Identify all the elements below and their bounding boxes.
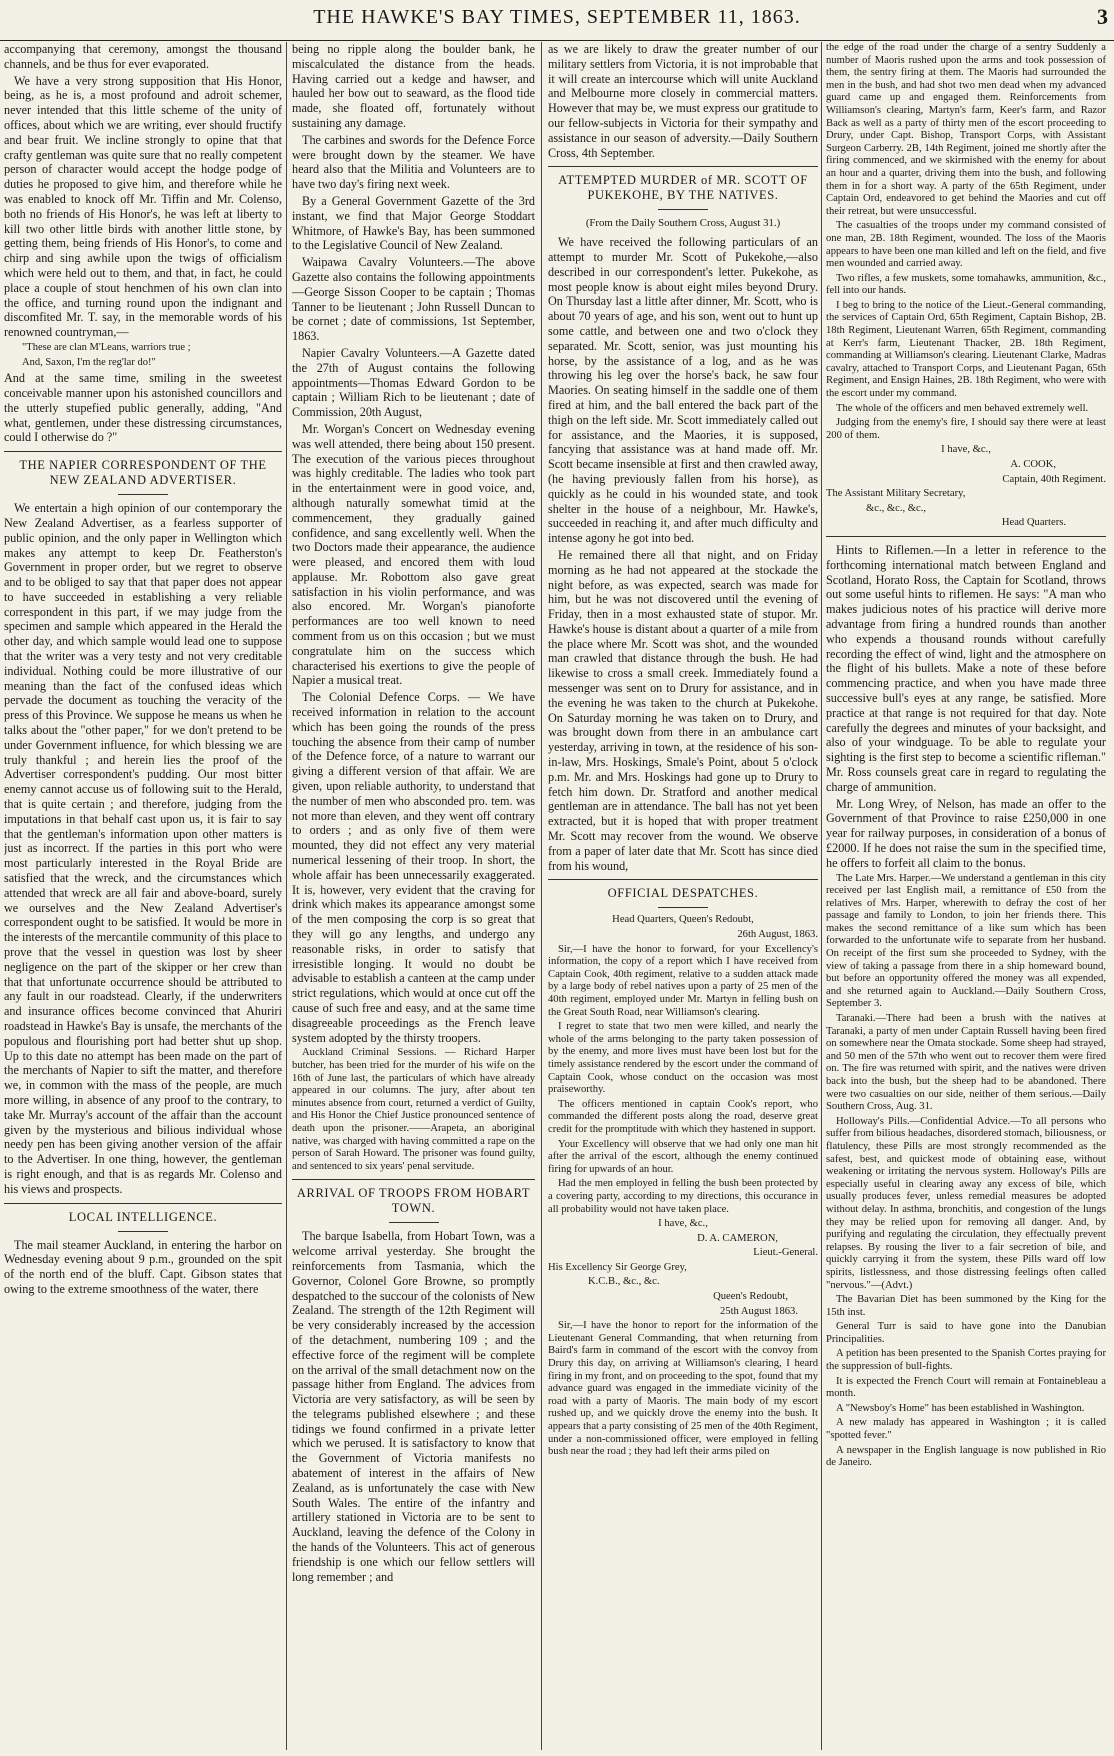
despatch-paragraph: Your Excellency will observe that we had only one man hit after the arrival of the escort, although the enemy continued firing for upwards of an hour. <box>548 1138 818 1175</box>
dateline: Head Quarters, Queen's Redoubt, <box>612 914 754 926</box>
newspaper-title: THE HAWKE'S BAY TIMES, SEPTEMBER 11, 1863. <box>313 6 801 28</box>
despatch-paragraph: Two rifles, a few muskets, some tomahawks, ammunition, &c., fell into our hands. <box>826 272 1106 297</box>
despatch-paragraph: I beg to bring to the notice of the Lieut.-General commanding, the services of Captain Ord, 65th Regiment, Captain Bishop, 2B. 18th Regiment, Lieutenant Warren, 65th Regiment, commanding at Kerr's farm, Lieutenant Thacker, 2B. 18th Regiment, commanding at Williamson's clearing. Lieutenant Clarke, Madras cavalry, attached to Transport Corps, and Lieutenant Pagan, 65th Regiment, and Ensign Haines, 2B. 18th Regiment, who were with the escort under my command. <box>826 299 1106 400</box>
article-heading: ATTEMPTED MURDER of MR. SCOTT OF PUKEKOHE, BY THE NATIVES. <box>558 173 808 203</box>
news-item: A newspaper in the English language is now published in Rio de Janeiro. <box>826 1444 1106 1469</box>
signature-name: D. A. CAMERON, <box>697 1232 778 1244</box>
dateline: 25th August 1863. <box>720 1305 798 1317</box>
verse-line: "These are clan M'Leans, warriors true ; <box>22 341 191 353</box>
news-item: The Bavarian Diet has been summoned by the King for the 15th inst. <box>826 1294 1106 1318</box>
despatch-paragraph: Had the men employed in felling the bush been protected by a covering party, according to my directions, this occurance in all probability would not have taken place. <box>548 1178 818 1215</box>
verse-line: And, Saxon, I'm the reg'lar do!" <box>22 356 156 368</box>
masthead <box>0 0 1114 41</box>
addressee: K.C.B., &c., &c. <box>588 1276 660 1288</box>
news-item: A "Newsboy's Home" has been established in Washington. <box>836 1402 1085 1414</box>
signature-title: Lieut.-General. <box>753 1247 818 1259</box>
section-divider <box>548 879 818 880</box>
column-rule <box>821 42 822 1750</box>
article-paragraph: We have a very strong supposition that His Honor, being, as he is, a most profound and adroit schemer, never intended that this little scheme of the unity of offices, about which we are writing, ever should fructify and bear fruit. We incline strongly to opine that that crafty gentleman was quite sure that no really competent person of character would accept the hodge podge of duties he proposed to give him, and therefore while he was enabled to knock off Mr. Tiffin and Mr. Colenso, both no friends of His Honor's, he was left at liberty to kill two other little birds with another little stone, by getting them, being friends of His Honor's, to come and chirp and sing awhile upon the twigs of officialism which were held out to them, and that, in fact, he could place a couple of stout henchmen of his own clan into the office, and turning round upon the indignant and discomfited Mr. T. say, in the memorable words of his renowned countryman,— <box>4 73 282 340</box>
section-divider <box>548 166 818 167</box>
despatch-paragraph: Judging from the enemy's fire, I should say there were at least 200 of them. <box>826 417 1106 441</box>
short-divider <box>118 494 168 495</box>
article-heading: ARRIVAL OF TROOPS FROM HOBART TOWN. <box>296 1186 531 1216</box>
signature-title: Captain, 40th Regiment. <box>1002 473 1106 485</box>
short-divider <box>658 907 708 908</box>
article-heading: THE NAPIER CORRESPONDENT OF THE NEW ZEALAND ADVERTISER. <box>19 458 267 488</box>
news-paragraph: The Late Mrs. Harper.—We understand a gentleman in this city received per last English mail, a remittance of £50 from the relatives of Mrs. Harper, wherewith to defray the cost of her passage and family to London, to join her friends there. This makes the second remittance of a like sum which has been forwarded to the unfortunate wife to separate from her husband. On receipt of the first sum she proceeded to Sydney, with the view of taking a passage from there in a ship homeward bound, but before an opportunity offered the money was all expended, and she returned again to Auckland.—Daily Southern Cross, September 3. <box>826 872 1106 1010</box>
article-paragraph: The carbines and swords for the Defence Force were brought down by the steamer. We have heard also that the Militia and Volunteers are to have two day's firing next week. <box>292 132 535 192</box>
addressee: The Assistant Military Secretary, <box>826 488 966 500</box>
article-paragraph: He remained there all that night, and on Friday morning as he had not appeared at the stockade the night before, as was expected, search was made for him, but he was not discovered until the evening of Friday, then in a most exhausted state of stupor. Mr. Hawke's house is distant about a quarter of a mile from the place where Mr. Scott was shot, and the wounded man crawled that distance through the bush. He had likewise to cross a small creek. Immediately found a messenger was sent on to Drury for assistance, and in the evening he was taken to the church at Pukekohe. On Saturday morning he was taken on to Drury, and was brought down from there in an ambulance cart yesterday, arriving in town, at the residence of his son-in-law, Mrs. Hoskings, Smale's Point, about 5 o'clock p.m. Mr. and Mrs. Hoskings had gone up to Drury to fetch him down. Dr. Stratford and another medical gentleman are in attendance. The ball has not yet been extracted, but it is hoped that with proper treatment Mr. Scott may recover from the wound. We observe from a paper of later date that Mr. Scott has since died from his wound, <box>548 547 818 873</box>
page-number: 3 <box>1097 4 1108 29</box>
article-paragraph: And at the same time, smiling in the sweetest conceivable manner upon his astonished councillors and the utterly stupefied public generally, adding, "And what, gentlemen, under these distressing circumstances, could I otherwise do ?" <box>4 371 282 445</box>
section-divider <box>826 536 1106 537</box>
despatch-paragraph: Sir,—I have the honor to forward, for your Excellency's information, the copy of a report which I have received from Captain Cook, 40th regiment, relative to a sudden attack made by a large body of rebel natives upon a party of 25 men of the 40th regiment, employed under Mr. Martyn in felling bush on the Great South Road, near Williamson's clearing. <box>548 943 818 1018</box>
article-paragraph: By a General Government Gazette of the 3rd instant, we find that Major George Stoddart Whitmore, of Hawke's Bay, has been summoned to the Legislative Council of New Zealand. <box>292 193 535 253</box>
advertisement-paragraph: Holloway's Pills.—Confidential Advice.—To all persons who suffer from bilious headaches, disordered stomach, biliousness, or flatulency, these Pills are most strongly recommended as the safest, best, and quickest mode of obtaining ease, without weakening or irritating the nervous system. Holloway's Pills are especially useful in clearing away any excess of bile, which usually produces fever, unless remedial measures be adopted without delay. In asthma, bronchitis, and congestion of the lungs they may be relied upon for removing all danger. And, by purifying and regulating the circulation, they effectually prevent relapses. By rousing the liver to a fair secretion of bile, and quickly carrying it from the system, these Pills ward off low spirits, listlessness, and those distressing feelings often called "nervous."—(Advt.) <box>826 1115 1106 1291</box>
dateline: 26th August, 1863. <box>737 929 818 941</box>
addressee: His Excellency Sir George Grey, <box>548 1261 687 1273</box>
section-divider <box>292 1179 535 1180</box>
despatch-paragraph: Sir,—I have the honor to report for the information of the Lieutenant General Commanding, that when returning from Baird's farm in command of the escort with the convoy from Drury this day, on arriving at Williamson's clearing, I heard firing in my front, and on proceeding to the spot, found that my advance guard was engaged in the immediate vicinity of the road with a party of Maoris. The main body of my escort rushed up, and we quickly drove the enemy into the bush. It appears that a party consisting of 25 men of the 40th Regiment, under a non-commissioned officer, were employed in felling bush near the road ; they had left their arms piled on <box>548 1320 818 1458</box>
article-paragraph: Napier Cavalry Volunteers.—A Gazette dated the 27th of August contains the following appointments—Thomas Edward Gordon to be captain ; William Rich to be lieutenant ; date of Commission, 20th August, <box>292 345 535 420</box>
article-paragraph: Auckland Criminal Sessions. — Richard Harper butcher, has been tried for the murder of his wife on the 16th of June last, the particulars of which have already appeared in our columns. The jury, after about ten minutes absence from court, returned a verdict of Guilty, and His Honor the Chief Justice pronounced sentence of death upon the prisoner.——Arapeta, an aboriginal native, was charged with having committed a rape on the person of Sarah Howard. The prisoner was found guilty, and sentenced to six years' penal servitude. <box>292 1047 535 1172</box>
column-4 <box>826 42 1106 1752</box>
article-paragraph: Mr. Worgan's Concert on Wednesday evening was well attended, there being about 150 present. The execution of the various pieces throughout was highly creditable. The ladies who took part in the entertainment were in good voice, and, although naturally somewhat timid at the commencement, they gradually gained confidence, and sang excellently well. When the two Doctors made their appearance, the audience were pleased, and encored them with loud applause. Mr. Robottom also gave great satisfaction in his violin performance, and was also encored. Mr. Worgan's pianoforte performances are too well known to need comment from us on this occasion ; but we must congratulate him on the success which characterised his exertions to give the people of Napier a musical treat. <box>292 421 535 688</box>
despatch-paragraph: I regret to state that two men were killed, and nearly the whole of the arms belonging to the party taken possession of by the enemy, and more lives must have been lost but for the timely assistance rendered by the escort under the command of Captain Cook, whose conduct on the occasion was most praiseworthy. <box>548 1021 818 1096</box>
news-item: A new malady has appeared in Washington ; it is called "spotted fever." <box>826 1417 1106 1442</box>
news-item: A petition has been presented to the Spanish Cortes praying for the suppression of bull-fights. <box>826 1348 1106 1373</box>
despatch-paragraph: The casualties of the troops under my command consisted of one man, 2B. 18th Regiment, wounded. The loss of the Maoris appears to have been one man killed and left on the field, and five men wounded and carried away. <box>826 220 1106 270</box>
column-3 <box>548 42 818 1752</box>
addressee: &c., &c., &c., <box>866 502 927 514</box>
column-1 <box>4 42 282 1752</box>
news-item: General Turr is said to have gone into the Danubian Principalities. <box>826 1321 1106 1345</box>
article-heading: LOCAL INTELLIGENCE. <box>68 1209 218 1224</box>
dateline: Queen's Redoubt, <box>713 1291 788 1303</box>
despatch-paragraph: the edge of the road under the charge of a sentry Suddenly a number of Maoris rushed upon the arms and took possession of them, the sentry firing at them. The Maoris had surrounded the men in the bush, and had shot two men dead when my advanced guard came up and engaged them. Reinforcements from Williamson's clearing, Martyn's farm, Keer's farm, and Razor Back as well as a party of thirty men of the escort proceeding to Drury, under Capt. Bishop, Transport Corps, with Assistant Surgeon Carberry. 2B, 14th Regiment, joined me shortly after the firing commenced, and we skirmished with the enemy for about an hour and a quarter, driving them into the bush, and following them in for a short way. A party of the 65th Regiment, under Captain Ord, endeavored to get behind the Maories and cut off their retreat, but were unsuccessful. <box>826 42 1106 217</box>
article-paragraph: being no ripple along the boulder bank, he miscalculated the distance from the heads. Having carried out a kedge and hawser, and hauled her bow out to seaward, as the flood tide made, she floated off, fortunately without sustaining any damage. <box>292 42 535 130</box>
signature-line: I have, &c., <box>658 1218 708 1230</box>
short-divider <box>658 209 708 210</box>
article-paragraph: accompanying that ceremony, amongst the thousand channels, and be thus for ever evaporated. <box>4 42 282 71</box>
article-heading: OFFICIAL DESPATCHES. <box>607 886 759 901</box>
signature-line: I have, &c., <box>941 444 991 456</box>
signature-name: A. COOK, <box>1010 459 1056 470</box>
article-paragraph: We have received the following particulars of an attempt to murder Mr. Scott of Pukekohe,—also described in our correspondent's letter. Pukekohe, as most people know is about eight miles beyond Drury. On Thursday last a little after dinner, Mr. Scott, who is about 70 years of age, and his son, went out to hunt up some cattle, and between one and two o'clock they separated. Mr. Scott, senior, was just mounting his horse, by the assistance of a log, and as he was throwing his leg over the horse's back, he saw four Maories. On seating himself in the saddle one of them fired at him, and the ball entered the back part of the thigh on the left side. Mr. Scott immediately called out for assistance, and the Maories, it is supposed, fancying that assistance was at hand made off. Mr. Scott became insensible at first and then crawled away, (he having previously fallen from his horse), as quickly as he could in his wounded state, and took shelter in the house of a neighbour, Mr. Hawke's, succeeded in reaching it, and after much difficulty and intense agony he got into bed. <box>548 235 818 546</box>
despatch-paragraph: The whole of the officers and men behaved extremely well. <box>836 402 1089 414</box>
article-paragraph: The mail steamer Auckland, in entering the harbor on Wednesday evening about 9 p.m., grounded on the spit of the north end of the bluff. Capt. Gibson states that owing to the extreme smoothness of the water, there <box>4 1237 282 1296</box>
article-paragraph: Hints to Riflemen.—In a letter in reference to the forthcoming international match between England and Scotland, Horato Ross, the Captain for Scotland, throws out some useful hints to riflemen. He says: "A man who makes judicious notes of his practice will derive more advantage from firing a hundred rounds than another who expends a thousand rounds without carefully recording the effect of wind, light and the atmosphere on the flight of his bullets. Make a note of these before commencing practice, and when you have made three successive bull's eyes at any range, be satisfied. More practice at that range is not required for that day. Note carefully the degrees and minutes of your backsight, and also of your windguage. To be able to regulate your sighting is the first step to become a scientific rifleman." Mr. Ross counsels great care in regard to regulating the charge of ammunition. <box>826 542 1106 794</box>
article-paragraph: Waipawa Cavalry Volunteers.—The above Gazette also contains the following appointments—George Sisson Cooper to be captain ; Thomas Tanner to be lieutenant ; John Russell Duncan to be cornet ; date of commissions, 1st September, 1863. <box>292 255 535 344</box>
article-paragraph: The barque Isabella, from Hobart Town, was a welcome arrival yesterday. She brought the reinforcements from Tasmania, which the Governor, Colonel Gore Browne, so promptly despatched to the succour of the colonists of New Zealand. The strength of the 12th Regiment will be very considerably increased by the accession of the detachment, numbering 109 ; and the effective force of the regiment will be complete on the arrival of the small detachment now on the passage hither from England. The advices from Victoria are very satisfactory, as will be seen by the telegrams published elsewhere ; and these tidings we found confirmed in a private letter which we perused. It is satisfactory to know that the Government of Victoria manifests no abatement of interest in the affairs of New Zealand, as is unfortunately the case with New South Wales. The entire of the infantry and artillery stationed in Victoria are to be sent to Auckland, leaving the defence of the Colony in the hands of the Volunteers. This act of generous friendship is one which our fellow settlers will long remember ; and <box>292 1229 535 1584</box>
section-divider <box>4 451 282 452</box>
article-paragraph: The Colonial Defence Corps. — We have received information in relation to the account which has been going the rounds of the press touching the absence from their camp of number of the Defence force, of a nature to warrant our giving a different version of that affair. We are given, upon reliable authority, to understand that the number of men who absconded pro. tem. was not more than eleven, and they went off contrary to orders ; and as only five of them were mounted, they did not effect any very material numerical lessening of their troop. In short, the whole affair has been unnecessarily exaggerated. It is, however, very evident that the craving for drink which makes its appearance amongst some of the men composing the corp is so great that they will go any lengths, and undergo any reasonable risks, in order to satisfy that irresistible longing. It would no doubt be advisable to establish a canteen at the camp under strict regulations, which would at once cut off the cause of such free and easy, and at the same time disagreeable proceedings as the French leave system adopted by the thirsty troopers. <box>292 690 535 1045</box>
article-paragraph: as we are likely to draw the greater number of our military settlers from Victoria, it is not improbable that it will create an intercourse which will unite Auckland and Melbourne more closely in commercial matters. However that may be, we must express our gratitude to our fellow-subjects in Victoria for their sympathy and assistance in our season of adversity.—Daily Southern Cross, 4th September. <box>548 42 818 160</box>
article-paragraph: We entertain a high opinion of our contemporary the New Zealand Advertiser, as a fearless supporter of public opinion, and the only paper in Wellington which makes any attempt to keep Dr. Featherston's Government in proper order, but we regret to observe and to be obliged to say that that paper does not appear to have succeeded in establishing a very reliable correspondent in this part, if we may judge from the specimen and sample which appeared in the Herald the other day, and which sample would lead one to suppose that the writer was a very testy and not very creditable individual. Nothing could be more illustrative of our meaning than the fact of the confused ideas which pervade the document as touching the veracity of the press of this Province. We suppose he means us when he talks about the "other paper," for we don't pretend to be under Government influence, for which blessing we are truly thankful ; and herein lies the proof of the Advertiser correspondent's pudding. Our most bitter enemy cannot accuse us of following suit to the Herald, that is quite certain ; and therefore, judging from the imputations in that behalf cast upon us, it is fair to say that the gentleman's information upon other matters is just as incorrect. If the parties in this port who were most particularly interested in the Royal Bride are satisfied that the wreck, and the circumstances which attended that wreck are all fair and above-board, surely we ourselves and the New Zealand Advertiser's correspondent ought to be satisfied. It would be more in the interests of the mercantile community of this place to prove that the vessel in question was lost by sheer negligence on the part of the skipper or her crew than that that unfortunate occurrence should be attributed to any fault in our roadstead. Clearly, if the underwriters and insurance offices become convinced that Ahuriri roadstead in Hawke's Bay is unsafe, the merchants of the populous and flourishing port had better shut up shop. Up to this date no attempt has been made on the part of the merchants of Napier to sift the matter, and therefore we, in common with the mass of the people, are much more willing, in absence of any proof to the contrary, to take Mr. Murray's account of the affair than the account given by the mysterious and bilious individual whose needy pen has been giving another version of the affair to the Advertiser. In one thing, however, the gentleman is right enough, and that is as regards Mr. Colenso and his views and prospects. <box>4 501 282 1196</box>
section-divider <box>4 1203 282 1204</box>
news-item: It is expected the French Court will remain at Fontainebleau a month. <box>826 1375 1106 1400</box>
addressee: Head Quarters. <box>1001 517 1066 529</box>
column-2 <box>292 42 535 1752</box>
column-rule <box>541 42 542 1750</box>
article-paragraph: Mr. Long Wrey, of Nelson, has made an offer to the Government of that Province to raise £250,000 in one year for railway purposes, in consideration of a bonus of £2000. If he does not raise the sum in the specified time, he offers to forfeit all claim to the bonus. <box>826 796 1106 870</box>
short-divider <box>118 1231 168 1232</box>
short-divider <box>389 1222 439 1223</box>
despatch-paragraph: The officers mentioned in captain Cook's report, who commanded the different posts along the road, deserve great credit for the promptitude with which they hastened in support. <box>548 1098 818 1135</box>
source-line: (From the Daily Southern Cross, August 31.) <box>585 217 781 230</box>
news-paragraph: Taranaki.—There had been a brush with the natives at Taranaki, a party of men under Captain Russell having been fired on somewhere near the Omata stockade. Some sheep had strayed, and 50 men of the 57th who went out to recover them were fired on. The fire was returned with spirit, and the natives were driven back into the bush, but the sheep had to be abandoned. There were two casualties on our side, neither of them serious.—Daily Southern Cross, Aug. 31. <box>826 1013 1106 1113</box>
column-rule <box>286 42 287 1750</box>
